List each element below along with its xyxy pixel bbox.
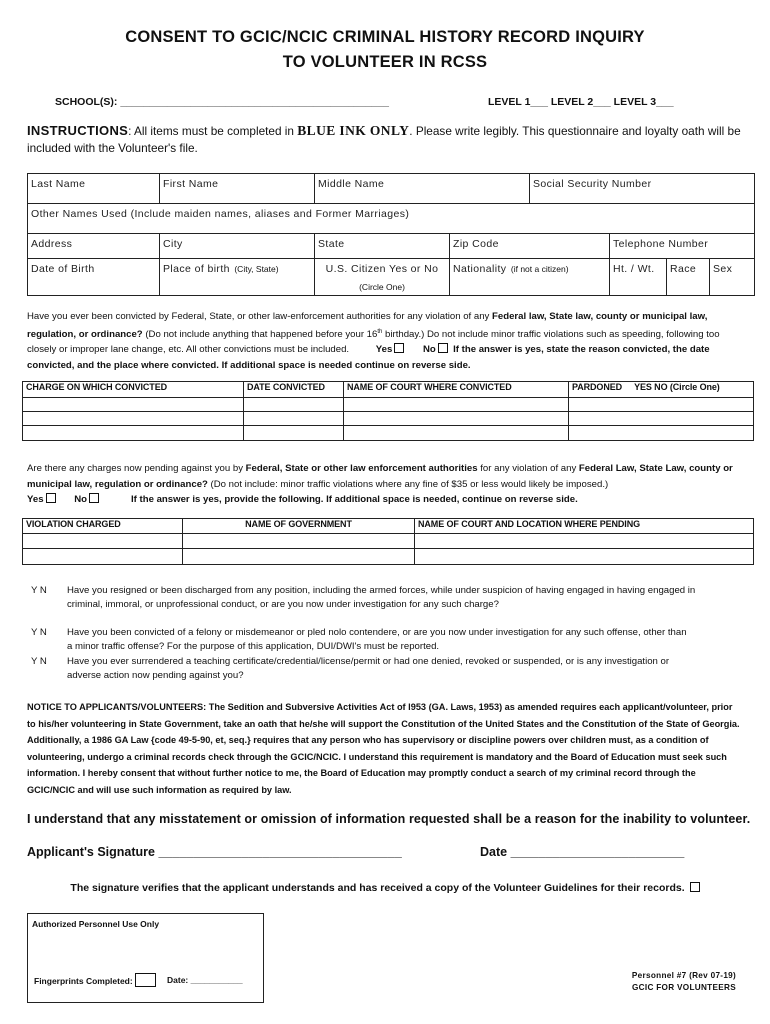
convicted-yes-checkbox[interactable] <box>394 343 404 353</box>
school-row <box>55 96 745 108</box>
auth-date-field[interactable]: Date: ___________ <box>167 975 243 985</box>
level-fields[interactable]: LEVEL 1___ LEVEL 2___ LEVEL 3___ <box>488 96 674 108</box>
sex-field[interactable]: Sex <box>710 259 755 296</box>
yn-question-3: Y N Have you ever surrendered a teaching certificate/credential/license/permit or had one denied, revoked or suspended, or is any investigation or adverse action now pending against you? <box>31 656 670 681</box>
col-pardoned: PARDONED YES NO (Circle One) <box>569 382 754 398</box>
dob-field[interactable]: Date of Birth <box>28 259 160 296</box>
authorized-personnel-box <box>27 913 264 1003</box>
school-field[interactable]: SCHOOL(S): ______________________________________________ <box>55 96 389 108</box>
first-name-field[interactable]: First Name <box>160 174 315 204</box>
instructions-text-a: : All items must be completed in <box>128 124 298 138</box>
verify-statement: The signature verifies that the applicant understands and has received a copy of the Volunteer Guidelines for their records. <box>0 882 770 894</box>
pending-no-checkbox[interactable] <box>89 493 99 503</box>
col-government: NAME OF GOVERNMENT <box>183 519 415 534</box>
table-row[interactable] <box>23 398 754 412</box>
race-field[interactable]: Race <box>667 259 710 296</box>
col-violation: VIOLATION CHARGED <box>23 519 183 534</box>
ssn-field[interactable]: Social Security Number <box>530 174 755 204</box>
ht-wt-field[interactable]: Ht. / Wt. <box>610 259 667 296</box>
table-row[interactable] <box>23 412 754 426</box>
nationality-field[interactable]: Nationality (if not a citizen) <box>450 259 610 296</box>
city-field[interactable]: City <box>160 234 315 259</box>
personal-info-table <box>27 173 755 296</box>
state-field[interactable]: State <box>315 234 450 259</box>
other-names-field[interactable]: Other Names Used (Include maiden names, aliases and Former Marriages) <box>28 204 755 234</box>
instructions-label: INSTRUCTIONS <box>27 123 129 138</box>
auth-title: Authorized Personnel Use Only <box>32 919 160 929</box>
telephone-field[interactable]: Telephone Number <box>610 234 755 259</box>
col-date-convicted: DATE CONVICTED <box>244 382 344 398</box>
pending-question: Are there any charges now pending against you by Federal, State or other law enforcement authorities for any violation of any Federal Law, State Law, county or municipal law, regulation or ordinance? (Do not include: minor traffic violations where any fine of $35 or less would likely be imposed.) Yes No If the answer is yes, provide the following. If additional space is needed, continue on reverse side. <box>27 463 733 506</box>
yn-question-2: Y N Have you been convicted of a felony or misdemeanor or pled nolo contendere, or are you now under investigation for any such offense, other than a minor traffic offense? For the purpose of this application, DUI/DWI's must be reported. <box>31 627 687 652</box>
convicted-no-checkbox[interactable] <box>438 343 448 353</box>
notice-paragraph: NOTICE TO APPLICANTS/VOLUNTEERS: The Sedition and Subversive Activities Act of l953 (GA. Laws, 1953) as amended requires each applicant/volunteer, prior to his/her volunteering in State Government, take an oath that he/she will support the Constitution of the United States and the Constitution of the State of Georgia. Additionally, a 1986 GA Law {code 49-5-90, et, seq.} requires that any person who has supervisory or discipline powers over children must, as a condition of volunteering, undergo a criminal records check through the GCIC/NCIC. I understand this requirement is mandatory and the Board of Education must seek such information. I hereby consent that without further notice to me, the Board of Education may promptly conduct a search of my criminal record through the GCIC/NCIC and will use such information as required by law. <box>27 702 740 795</box>
zip-field[interactable]: Zip Code <box>450 234 610 259</box>
form-revision: Personnel #7 (Rev 07-19) GCIC FOR VOLUNTEERS <box>631 971 737 992</box>
yn-question-1: Y N Have you resigned or been discharged from any position, including the armed forces, while under suspicion of having engaged in having engaged in criminal, immoral, or unprofessional conduct, or are you now under investigation for any such charge? <box>31 585 696 610</box>
col-court: NAME OF COURT WHERE CONVICTED <box>344 382 569 398</box>
col-charge: CHARGE ON WHICH CONVICTED <box>23 382 244 398</box>
convicted-question: Have you ever been convicted by Federal, State, or other law-enforcement authorities for any violation of any Federal law, State law, county or municipal law, regulation, or ordinance? (Do not include anything that happened before your 16th birthday.) Do not include minor traffic violations such as speeding, following too closely or improper lane change, etc. All other convictions must be included. Yes No If the answer is yes, state the reason convicted, the date convicted, and the place where convicted. If additional space is needed continue on reverse side. <box>27 311 720 371</box>
convictions-table <box>22 381 754 441</box>
col-court-pending: NAME OF COURT AND LOCATION WHERE PENDING <box>415 519 754 534</box>
pending-table <box>22 518 754 565</box>
signature-field[interactable]: Applicant's Signature ___________________________________ <box>27 845 402 859</box>
table-row[interactable] <box>23 426 754 441</box>
pending-yes-checkbox[interactable] <box>46 493 56 503</box>
form-subtitle: TO VOLUNTEER IN RCSS <box>282 53 488 71</box>
instructions <box>27 122 747 157</box>
date-field[interactable]: Date _________________________ <box>480 845 685 859</box>
fingerprints-checkbox[interactable] <box>135 973 156 987</box>
address-field[interactable]: Address <box>28 234 160 259</box>
instructions-text-b: . Please write legibly. This questionnaire and loyalty oath will be included with the Volunteer's file. <box>27 124 741 155</box>
pob-field[interactable]: Place of birth (City, State) <box>160 259 315 296</box>
fingerprints-label: Fingerprints Completed: <box>34 973 156 987</box>
form-title: CONSENT TO GCIC/NCIC CRIMINAL HISTORY RECORD INQUIRY <box>125 28 645 46</box>
last-name-field[interactable]: Last Name <box>28 174 160 204</box>
blue-ink-text: BLUE INK ONLY <box>297 123 410 138</box>
verify-checkbox[interactable] <box>690 882 700 892</box>
table-row[interactable] <box>23 549 754 565</box>
middle-name-field[interactable]: Middle Name <box>315 174 530 204</box>
citizen-field[interactable]: U.S. Citizen Yes or No (Circle One) <box>315 259 450 296</box>
table-row[interactable] <box>23 534 754 549</box>
understand-statement: I understand that any misstatement or omission of information requested shall be a reason for the inability to volunteer. <box>27 812 751 826</box>
